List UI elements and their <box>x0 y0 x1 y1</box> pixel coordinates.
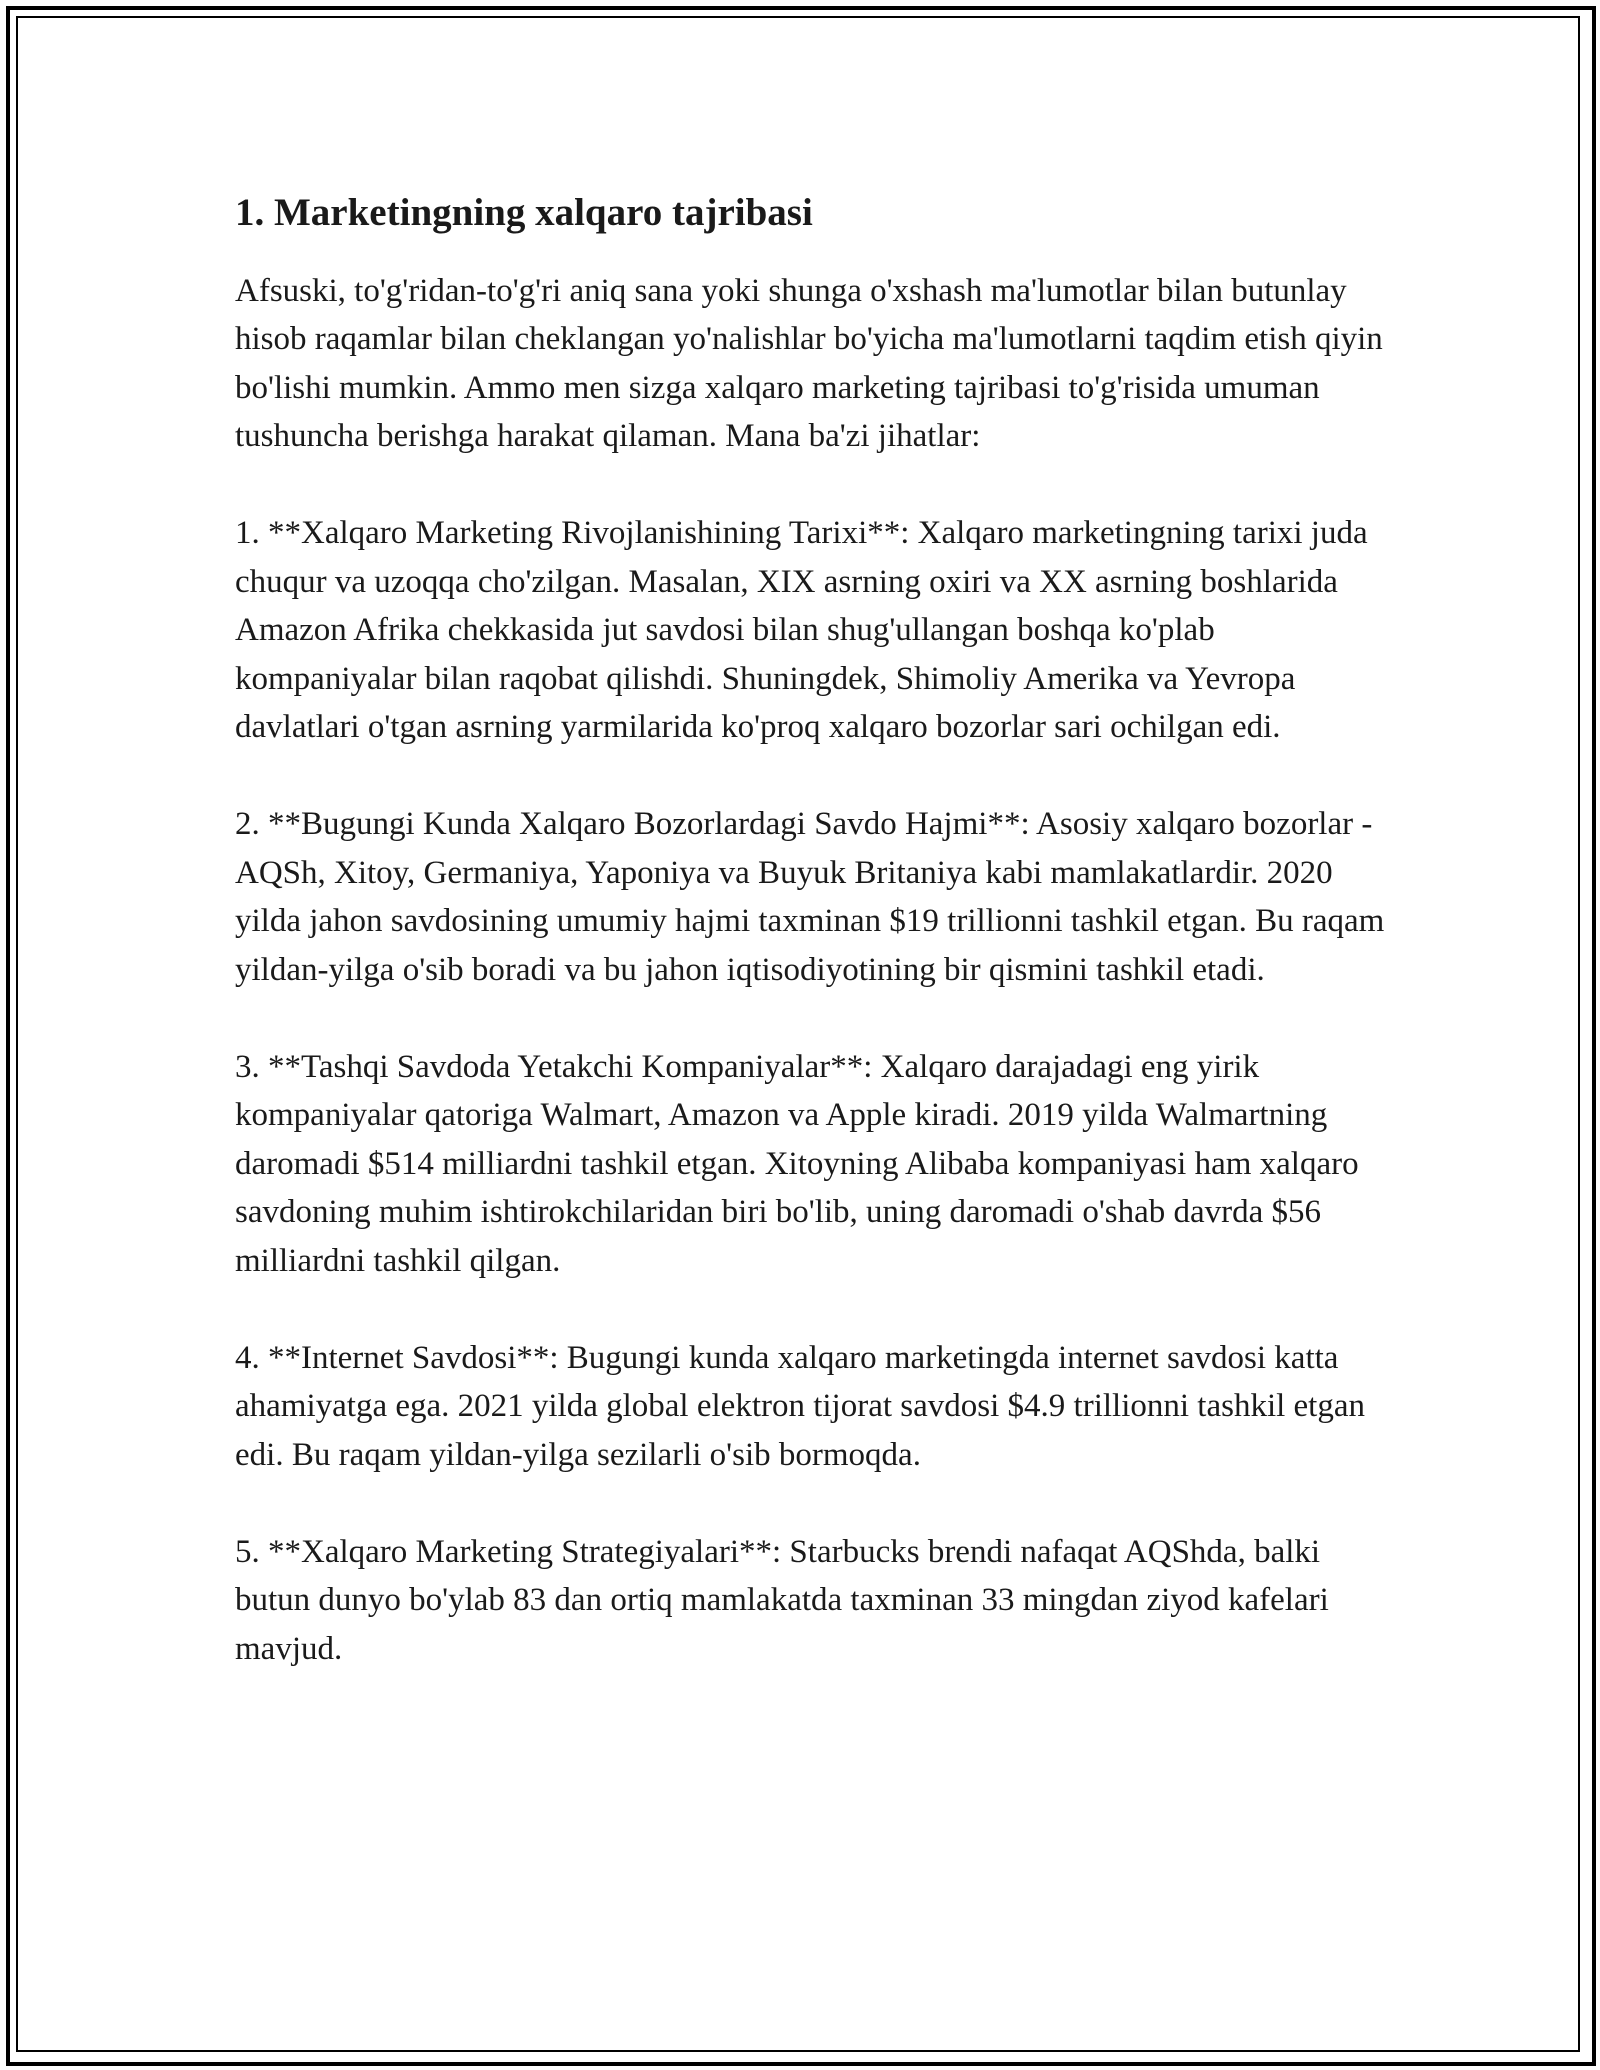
paragraph-leading-companies: 3. **Tashqi Savdoda Yetakchi Kompaniyalar**: Xalqaro darajadagi eng yirik kompaniyalar qatoriga Walmart, Amazon va Apple kiradi. 2019 yilda Walmartning daromadi $514 milliardni tashkil etgan. Xitoyning Alibaba kompaniyasi ham xalqaro savdoning muhim ishtirokchilaridan biri bo'lib, uning daromadi o'shab davrda $56 milliardni tashkil qilgan. <box>235 1048 1359 1279</box>
paragraph-strategies: 5. **Xalqaro Marketing Strategiyalari**: Starbucks brendi nafaqat AQShda, balki butun dunyo bo'ylab 83 dan ortiq mamlakatda taxminan 33 mingdan ziyod kafelari mavjud. <box>235 1533 1329 1667</box>
paragraph-trade-volume: 2. **Bugungi Kunda Xalqaro Bozorlardagi Savdo Hajmi**: Asosiy xalqaro bozorlar - AQSh, Xitoy, Germaniya, Yaponiya va Buyuk Britaniya kabi mamlakatlardir. 2020 yilda jahon savdosining umumiy hajmi taxminan $19 trillionni tashkil etgan. Bu raqam yildan-yilga o'sib boradi va bu jahon iqtisodiyotining bir qismini tashkil etadi. <box>235 806 1385 988</box>
paragraph-internet-trade: 4. **Internet Savdosi**: Bugungi kunda xalqaro marketingda internet savdosi katta ahamiyatga ega. 2021 yilda global elektron tijorat savdosi $4.9 trillionni tashkil etgan edi. Bu raqam yildan-yilga sezilarli o'sib bormoqda. <box>235 1339 1365 1473</box>
document-title: 1. Marketingning xalqaro tajribasi <box>235 191 813 234</box>
intro-paragraph: Afsuski, to'g'ridan-to'g'ri aniq sana yoki shunga o'xshash ma'lumotlar bilan butunlay hisob raqamlar bilan cheklangan yo'nalishlar bo'yicha ma'lumotlarni taqdim etish qiyin bo'lishi mumkin. Ammo men sizga xalqaro marketing tajribasi to'g'risida umuman tushuncha berishga harakat qilaman. Mana ba'zi jihatlar: <box>235 272 1383 455</box>
document-body <box>235 180 1385 1722</box>
paragraph-history: 1. **Xalqaro Marketing Rivojlanishining Tarixi**: Xalqaro marketingning tarixi juda chuqur va uzoqqa cho'zilgan. Masalan, XIX asrning oxiri va XX asrning boshlarida Amazon Afrika chekkasida jut savdosi bilan shug'ullangan boshqa ko'plab kompaniyalar bilan raqobat qilishdi. Shuningdek, Shimoliy Amerika va Yevropa davlatlari o'tgan asrning yarmilarida ko'proq xalqaro bozorlar sari ochilgan edi. <box>235 515 1368 746</box>
